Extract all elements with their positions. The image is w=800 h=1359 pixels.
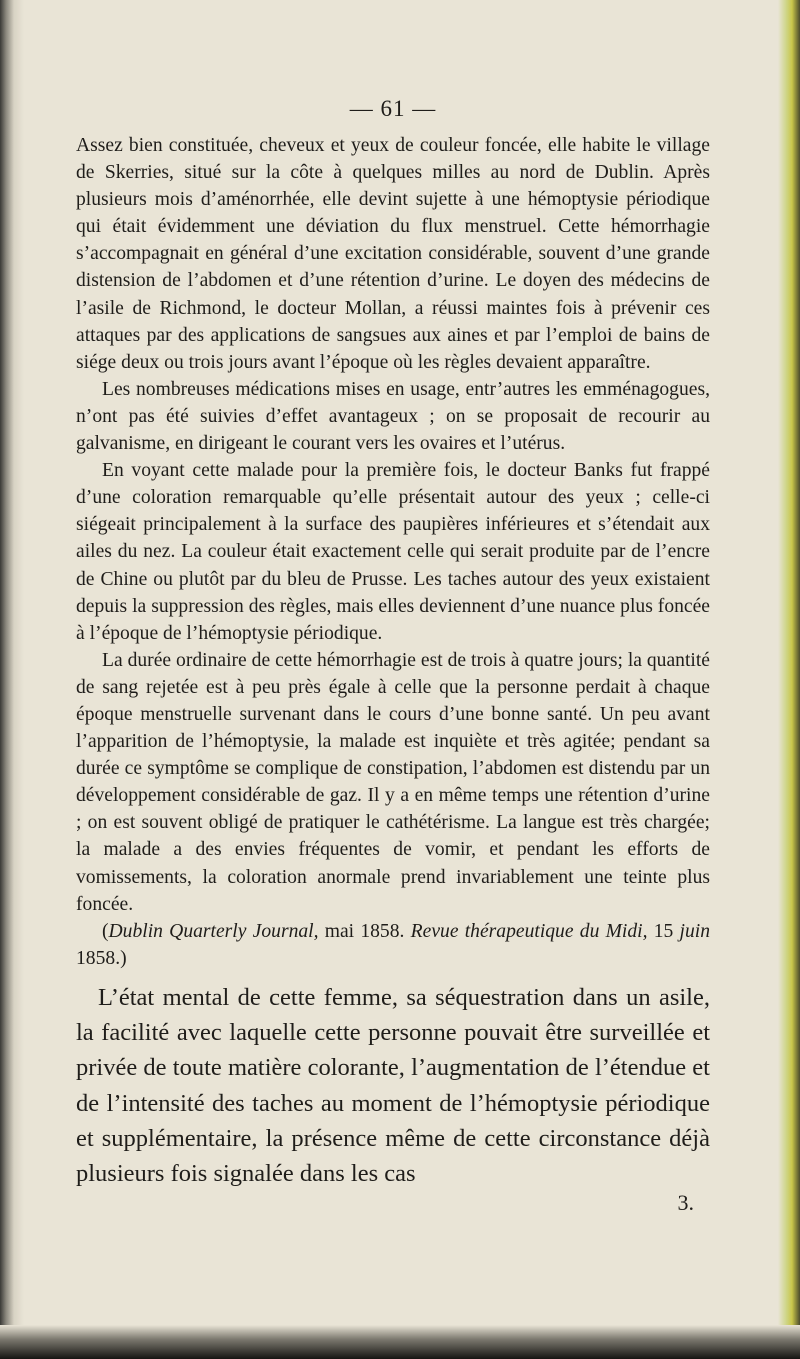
- citation-date-1: mai 1858.: [318, 920, 411, 942]
- citation-year-2: 1858.): [76, 947, 127, 969]
- scan-bottom-edge: [0, 1325, 800, 1359]
- citation-journal-revue: Revue thérapeutique du Midi,: [410, 920, 648, 942]
- signature-mark: 3.: [677, 1190, 694, 1216]
- citation-day-2: 15: [647, 920, 680, 942]
- book-page: [76, 96, 710, 1215]
- citation-month-2: juin: [679, 920, 711, 942]
- paragraph-treatments: Les nombreuses médications mises en usage, entr’autres les emménagogues, n’ont pas été suivies d’effet avantageux ; on se proposait de recourir au galvanisme, en dirigeant le courant vers les ovaires et l’utérus.: [76, 378, 710, 455]
- page-number: — 61 —: [349, 96, 437, 121]
- paragraph-coloration: En voyant cette malade pour la première fois, le docteur Banks fut frappé d’une coloration remarquable qu’elle présentait autour des yeux ; celle-ci siégeait principalement à la surface des paupières inférieures et s’étendait aux ailes du nez. La couleur était exactement celle qui serait produite par de l’encre de Chine ou plutôt par du bleu de Prusse. Les taches autour des yeux existaient depuis la suppression des règles, mais elles deviennent d’une nuance plus foncée à l’époque de l’hémoptysie périodique.: [76, 460, 710, 644]
- scan-right-edge: [778, 0, 800, 1359]
- paragraph-case-description: Assez bien constituée, cheveux et yeux de couleur foncée, elle habite le village de Skerries, situé sur la côte à quelques milles au nord de Dublin. Après plusieurs mois d’aménorrhée, elle devint sujette à une hémoptysie périodique qui était évidemment une déviation du flux menstruel. Cette hémorrhagie s’accompagnait en général d’une excitation considérable, souvent d’une grande distension de l’abdomen et d’une rétention d’urine. Le doyen des médecins de l’asile de Richmond, le docteur Mollan, a réussi maintes fois à prévenir ces attaques par des applications de sangsues aux aines et par l’emploi de bains de siége deux ou trois jours avant l’époque où les règles devaient apparaître.: [76, 135, 710, 373]
- commentary-paragraph: L’état mental de cette femme, sa séquestration dans un asile, la facilité avec laquelle cette personne pouvait être surveillée et privée de toute matière colorante, l’augmentation de l’étendue et de l’intensité des taches au moment de l’hémoptysie périodique et supplémentaire, la présence même de cette circonstance déjà plusieurs fois signalée dans les cas: [76, 983, 710, 1187]
- paragraph-hemorrhage-duration: La durée ordinaire de cette hémorrhagie est de trois à quatre jours; la quantité de sang rejetée est à peu près égale à celle que la personne perdait à chaque époque menstruelle survenant dans le cours d’une bonne santé. Un peu avant l’apparition de l’hémoptysie, la malade est inquiète et très agitée; pendant sa durée ce symptôme se complique de constipation, l’abdomen est distendu par un développement considérable de gaz. Il y a en même temps une rétention d’urine ; on est souvent obligé de pratiquer le cathétérisme. La langue est très chargée; la malade a des envies fréquentes de vomir, et pendant les efforts de vomissements, la coloration anormale prend invariablement une teinte plus foncée.: [76, 649, 710, 915]
- citation-journal-dublin: Dublin Quarterly Journal,: [108, 920, 319, 942]
- scan-left-edge: [0, 0, 24, 1359]
- citation-open-paren: (: [102, 920, 109, 942]
- source-citation: [76, 918, 710, 972]
